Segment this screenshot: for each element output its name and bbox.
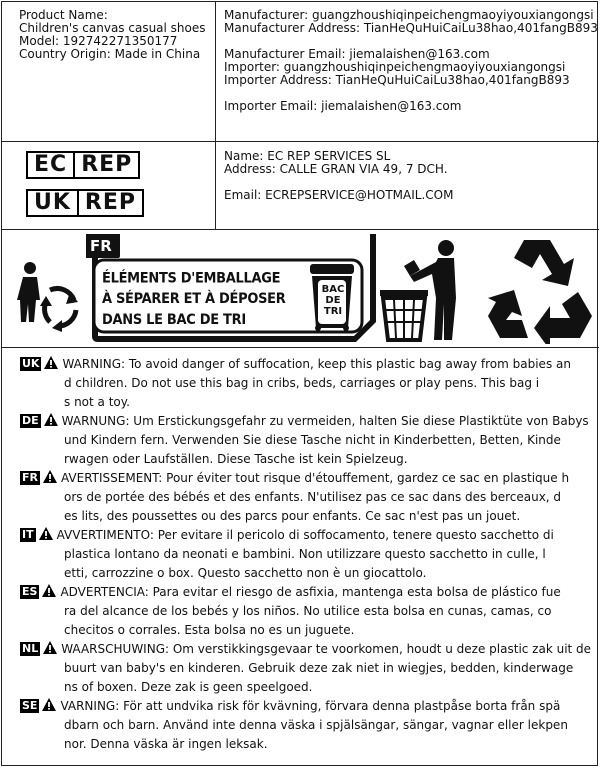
text-line: Children's canvas casual shoes	[19, 21, 206, 35]
warning-text: buurt van baby's en kinderen. Gebruik deze zak niet in wiegjes, bedden, kinderwage	[64, 661, 574, 675]
rep-info	[224, 150, 453, 202]
triman-country: FR	[90, 237, 112, 255]
warning-line	[20, 526, 590, 545]
triman-line: ÉLÉMENTS D'EMBALLAGE	[102, 270, 281, 287]
bin-line: BAC	[321, 284, 345, 295]
warning-line	[20, 716, 590, 735]
warning-text: ra del alcance de los bebés y los niños. No utilice esta bolsa en cunas, camas, co	[64, 604, 552, 618]
warnings-section	[2, 348, 599, 766]
warning-text: WARNING: To avoid danger of suffocation, keep this plastic bag away from babies an	[62, 357, 571, 371]
uk-rep-right: REP	[79, 189, 144, 217]
ec-rep-right: REP	[75, 151, 140, 179]
person-bin-icon	[380, 238, 480, 342]
warning-text: und Kindern fern. Verwenden Sie diese Tasche nicht in Kinderbetten, Betten, Kinde	[64, 433, 561, 447]
label-sheet	[1, 1, 598, 766]
warning-line	[20, 374, 590, 393]
bin-line: DE	[325, 295, 341, 306]
warning-text: rwagen oder Laufställen. Diese Tasche ist kein Spielzeug.	[64, 452, 408, 466]
warning-triangle-icon	[43, 641, 57, 654]
bin-label	[320, 284, 346, 317]
warning-triangle-icon	[43, 470, 57, 483]
ec-rep-mark	[26, 151, 140, 179]
rep-section	[2, 142, 599, 230]
warning-text: etti, carrozzine o box. Questo sacchetto non è un giocattolo.	[64, 566, 427, 580]
warning-line	[20, 507, 590, 526]
recycling-section	[2, 230, 599, 348]
country-code-badge: ES	[22, 585, 38, 598]
country-code-badge: DE	[22, 414, 39, 427]
text-line: Country Origin: Made in China	[19, 47, 201, 61]
warning-line	[20, 393, 590, 412]
warning-triangle-icon	[44, 356, 58, 369]
warning-text: ns of boxen. Deze zak is geen speelgoed.	[64, 680, 313, 694]
warning-line	[20, 355, 590, 374]
warning-line	[20, 659, 590, 678]
warning-line	[20, 545, 590, 564]
text-line: Manufacturer Email: jiemalaishen@163.com	[224, 47, 490, 61]
text-line: Address: CALLE GRAN VIA 49, 7 DCH.	[224, 162, 448, 176]
warning-line	[20, 602, 590, 621]
warning-line	[20, 469, 590, 488]
warning-text: WARNUNG: Um Erstickungsgefahr zu vermeiden, halten Sie diese Plastiktüte von Babys	[61, 414, 589, 428]
warning-line	[20, 564, 590, 583]
triman-line: À SÉPARER ET À DÉPOSER	[102, 291, 286, 308]
warning-triangle-icon	[39, 527, 53, 540]
warning-text: ADVERTENCIA: Para evitar el riesgo de asfixia, mantenga esta bolsa de plástico fue	[60, 585, 561, 599]
warning-text: AVVERTIMENTO: Per evitare il pericolo di soffocamento, tenere questo sacchetto di	[56, 528, 554, 542]
warning-line	[20, 640, 590, 659]
warning-text: dbarn och barn. Använd inte denna väska i spjälsängar, sängar, vagnar eller lekpen	[64, 718, 568, 732]
warning-triangle-icon	[42, 698, 56, 711]
warning-text: nor. Denna väska är ingen leksak.	[64, 737, 268, 751]
text-line: Manufacturer: guangzhoushiqinpeichengmaoyiyouxiangongsi	[224, 8, 594, 22]
country-code-badge: IT	[22, 528, 34, 541]
warning-triangle-icon	[42, 584, 56, 597]
country-code-badge: NL	[22, 642, 39, 655]
text-line: Importer Address: TianHeQuHuiCaiLu38hao,401fangB893	[224, 73, 570, 87]
ec-rep-left: EC	[26, 151, 75, 179]
warning-text: d children. Do not use this bag in cribs, beds, carriages or play pens. This bag i	[64, 376, 540, 390]
divider	[215, 2, 216, 141]
warning-line	[20, 678, 590, 697]
text-line: Product Name:	[19, 8, 108, 22]
warning-text: VARNING: För att undvika risk för kvävning, förvara denna plastpåse borta från spä	[60, 699, 561, 713]
text-line: Manufacturer Address: TianHeQuHuiCaiLu38hao,401fangB893	[224, 21, 598, 35]
warning-text: ors de portée des bébés et des enfants. N'utilisez pas ce sac dans des berceaux, d	[64, 490, 562, 504]
recycle-person-icon	[10, 260, 82, 334]
bin-line: TRI	[323, 306, 343, 317]
divider	[215, 142, 216, 229]
warning-text: checitos o corrales. Esta bolsa no es un juguete.	[64, 623, 355, 637]
warning-line	[20, 431, 590, 450]
uk-rep-mark	[26, 189, 144, 217]
recycle-arrows-icon	[488, 234, 594, 344]
country-code-badge: SE	[22, 699, 38, 712]
warning-line	[20, 621, 590, 640]
warning-line	[20, 488, 590, 507]
text-line: Name: EC REP SERVICES SL	[224, 149, 391, 163]
country-code-badge: UK	[22, 357, 40, 370]
product-info-section	[2, 2, 599, 142]
warning-triangle-icon	[44, 413, 58, 426]
text-line: Importer: guangzhoushiqinpeichengmaoyiyouxiangongsi	[224, 60, 566, 74]
country-code-badge: FR	[22, 471, 38, 484]
text-line: Model: 192742271350177	[19, 34, 178, 48]
manufacturer-info	[224, 9, 598, 113]
warning-line	[20, 697, 590, 716]
warning-text: es lits, des poussettes ou des parcs pour enfants. Ce sac n'est pas un jouet.	[64, 509, 521, 523]
triman-panel	[86, 234, 376, 344]
warning-line	[20, 583, 590, 602]
warning-text: AVERTISSEMENT: Pour éviter tout risque d'étouffement, gardez ce sac en plastique h	[60, 471, 570, 485]
warning-line	[20, 412, 590, 431]
warning-line	[20, 450, 590, 469]
warning-line	[20, 735, 590, 754]
warning-text: s not a toy.	[64, 395, 130, 409]
warning-text: plastica lontano da neonati e bambini. Non utilizzare questo sacchetto in culle, l	[64, 547, 546, 561]
text-line: Email: ECREPSERVICE@HOTMAIL.COM	[224, 188, 454, 202]
triman-text	[102, 268, 285, 331]
text-line: Importer Email: jiemalaishen@163.com	[224, 99, 462, 113]
uk-rep-left: UK	[26, 189, 79, 217]
triman-line: DANS LE BAC DE TRI	[102, 312, 246, 329]
warnings-list	[20, 355, 590, 754]
product-info	[19, 9, 206, 61]
warning-text: WAARSCHUWING: Om verstikkingsgevaar te voorkomen, houdt u deze plastic zak uit de	[61, 642, 592, 656]
